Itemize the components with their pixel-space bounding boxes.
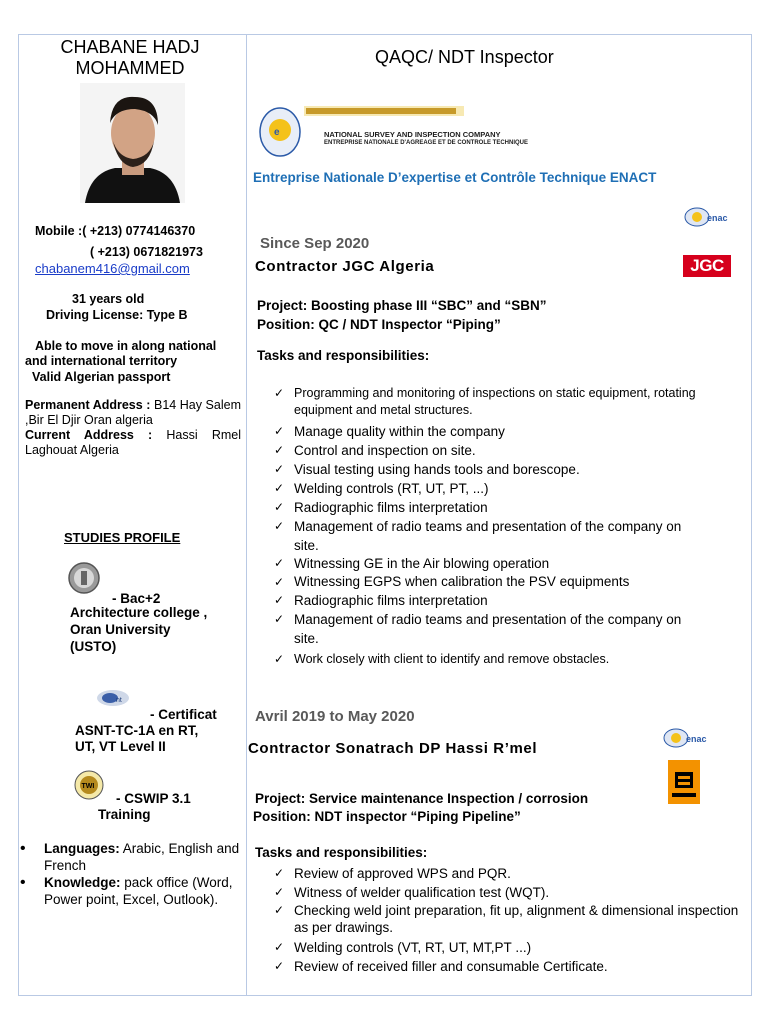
enact-logo-text1: NATIONAL SURVEY AND INSPECTION COMPANY — [324, 130, 501, 139]
mobility-line1: Able to move in along national — [35, 339, 217, 353]
mobile-secondary: ( +213) 0671821973 — [90, 245, 203, 259]
enact-small-logo — [683, 206, 731, 235]
jgc-logo: JGC — [683, 255, 731, 277]
email-link[interactable]: chabanem416@gmail.com — [35, 261, 190, 276]
study2-asnt: ASNT-TC-1A en RT, — [75, 723, 199, 738]
study3-cswip: - CSWIP 3.1 — [116, 791, 191, 806]
project-1: Project: Boosting phase III “SBC” and “SBN” — [257, 298, 547, 313]
current-address-value: Hassi Rmel Laghouat Algeria — [25, 428, 241, 457]
position-2: Position: NDT inspector “Piping Pipeline” — [253, 809, 521, 824]
age: 31 years old — [72, 292, 145, 306]
address-block — [25, 398, 241, 458]
position-1: Position: QC / NDT Inspector “Piping” — [257, 317, 501, 332]
contractor-1: Contractor JGC Algeria — [255, 258, 435, 275]
knowledge-label: Knowledge: — [44, 875, 121, 890]
passport: Valid Algerian passport — [32, 370, 171, 384]
mobile-primary: Mobile :( +213) 0774146370 — [35, 224, 196, 238]
task-item: ✓ Radiographic films interpretation — [270, 498, 700, 517]
company-name: Entreprise Nationale D’expertise et Contrôle Technique ENACT — [253, 170, 657, 185]
svg-text:enac: enac — [686, 734, 707, 744]
task-item: ✓ Programming and monitoring of inspections on static equipment, rotating equipment and metal structures. — [270, 385, 700, 419]
since-date-2: Avril 2019 to May 2020 — [255, 708, 415, 725]
task-item: ✓ Checking weld joint preparation, fit up, alignment & dimensional inspection as per drawings. — [270, 902, 740, 936]
task-item: ✓ Management of radio teams and presentation of the company on site. — [270, 610, 700, 648]
languages-value: Arabic, English and French — [44, 841, 240, 873]
study2-level: UT, VT Level II — [75, 739, 166, 754]
profile-photo — [80, 83, 185, 203]
study3-training: Training — [98, 807, 151, 822]
task-item: ✓ Witness of welder qualification test (WQT). — [270, 883, 740, 902]
tasks-list-2 — [270, 864, 740, 976]
mobility-line2: and international territory — [25, 354, 178, 368]
task-item: ✓ Welding controls (RT, UT, PT, ...) — [270, 479, 700, 498]
languages-label: Languages: — [44, 841, 120, 856]
column-divider — [246, 34, 247, 996]
task-item: ✓ Review of approved WPS and PQR. — [270, 864, 740, 883]
task-item: ✓ Review of received filler and consumable Certificate. — [270, 957, 740, 976]
svg-text:nt: nt — [116, 697, 122, 704]
task-item: ✓ Witnessing EGPS when calibration the PSV equipments — [270, 573, 700, 591]
enact-small-logo-2 — [662, 727, 710, 756]
permanent-address-value: B14 Hay Salem ,Bir El Djir Oran algeria — [25, 398, 241, 427]
usto-logo — [68, 562, 100, 599]
current-address-label: Current Address : — [25, 428, 153, 442]
tasks-heading-1: Tasks and responsibilities: — [257, 348, 430, 363]
twi-logo — [74, 770, 104, 805]
asnt-logo — [96, 688, 130, 713]
since-date-1: Since Sep 2020 — [260, 235, 370, 252]
candidate-name: CHABANE HADJ MOHAMMED — [60, 37, 200, 78]
knowledge-value: pack office (Word, Power point, Excel, Outlook). — [44, 875, 233, 907]
driving-license: Driving License: Type B — [46, 308, 188, 322]
task-item: ✓ Work closely with client to identify and remove obstacles. — [270, 650, 700, 669]
svg-text:TWI: TWI — [81, 783, 95, 790]
tasks-list-1 — [270, 385, 700, 669]
task-item: ✓ Management of radio teams and presentation of the company on site. — [270, 517, 700, 555]
skills-list — [20, 840, 242, 908]
study2-cert: - Certificat — [150, 707, 217, 722]
task-item: ✓ Witnessing GE in the Air blowing operation — [270, 555, 700, 573]
enact-logo-text2: ENTREPRISE NATIONALE D'AGREAGE ET DE CONTROLE TECHNIQUE — [324, 140, 528, 146]
project-2: Project: Service maintenance Inspection / corrosion — [255, 791, 589, 806]
study1-degree: - Bac+2 — [112, 591, 161, 606]
sonatrach-logo — [668, 760, 700, 804]
permanent-address-label: Permanent Address : — [25, 398, 151, 412]
study1-university: Oran University — [70, 622, 171, 637]
task-item: ✓ Manage quality within the company — [270, 422, 700, 441]
task-item: ✓ Radiographic films interpretation — [270, 591, 700, 610]
svg-text:e: e — [274, 127, 280, 138]
contractor-2: Contractor Sonatrach DP Hassi R’mel — [248, 740, 538, 757]
svg-text:enac: enac — [707, 213, 728, 223]
tasks-heading-2: Tasks and responsibilities: — [255, 845, 428, 860]
studies-profile-title: STUDIES PROFILE — [64, 530, 181, 545]
job-title: QAQC/ NDT Inspector — [375, 47, 554, 67]
task-item: ✓ Visual testing using hands tools and borescope. — [270, 460, 700, 479]
knowledge-item — [20, 874, 242, 908]
study1-college: Architecture college , — [70, 605, 208, 620]
study1-abbr: (USTO) — [70, 639, 117, 654]
languages-item — [20, 840, 242, 874]
task-item: ✓ Welding controls (VT, RT, UT, MT,PT ...) — [270, 938, 740, 957]
task-item: ✓ Control and inspection on site. — [270, 441, 700, 460]
